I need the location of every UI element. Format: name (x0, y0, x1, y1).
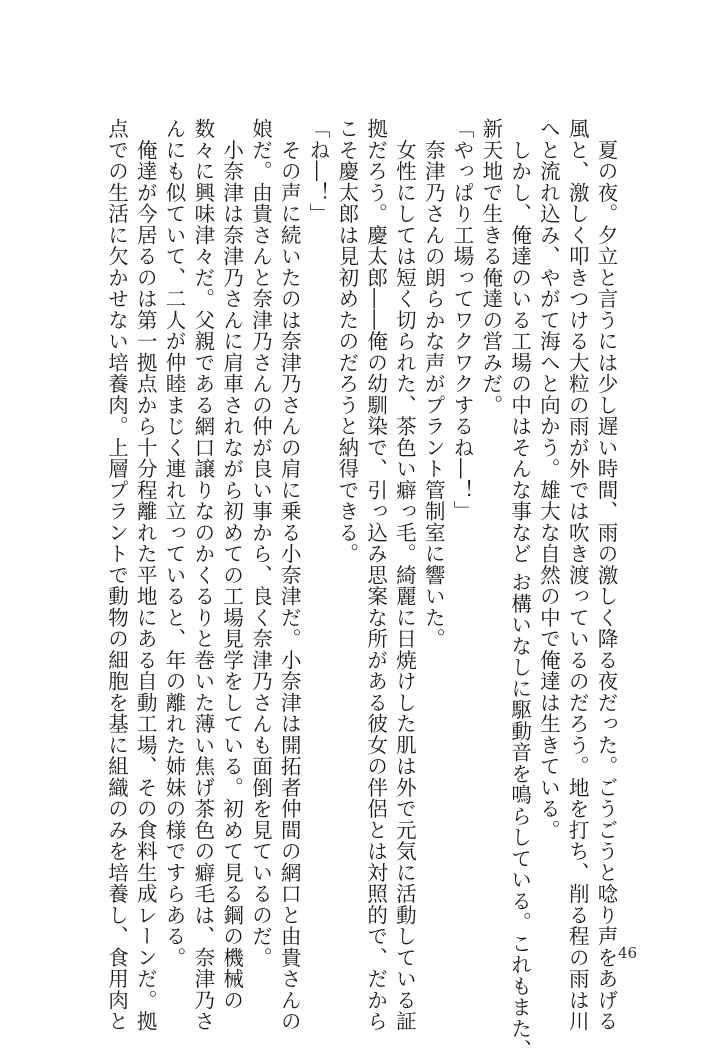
text-line: その声に続いたのは奈津乃さんの肩に乗る小奈津だ。小奈津は開拓者仲間の網口と由貴さんの (277, 118, 302, 1032)
text-line: 小奈津は奈津乃さんに肩車されながら初めての工場見学をしている。初めて見る鋼の機械の (219, 118, 244, 1011)
text-line: 数々に興味津々だ。父親である網口譲りなのかくるりと巻いた薄い焦げ茶色の癖毛は、奈津乃さ (190, 118, 215, 1032)
text-line: こそ慶太郎は見初めたのだろうと納得できる。 (334, 118, 359, 565)
text-line: 娘だ。由貴さんと奈津乃さんの仲が良い事から、良く奈津乃さんも面倒を見ているのだ。 (248, 118, 273, 968)
text-line: 女性にしては短く切られた、茶色い癖っ毛。綺麗に日焼けした肌は外で元気に活動している証 (392, 118, 417, 1032)
text-line: 点での生活に欠かせない培養肉。上層プラントで動物の細胞を基に組織のみを培養し、食用肉と (104, 118, 129, 1032)
page-number: 46 (618, 944, 638, 962)
text-line: 風と、激しく叩きつける大粒の雨が外では吹き渡っているのだろう。地を打ち、削る程の雨は川 (565, 118, 590, 1032)
text-line: 「やっぱり工場ってワクワクするね―！」 (450, 118, 475, 522)
text-line: 拠だろう。慶太郎――俺の幼馴染で、引っ込み思案な所がある彼女の伴侶とは対照的で、だから (363, 118, 388, 1032)
text-line: へと流れ込み、やがて海へと向かう。雄大な自然の中で俺達は生きている。 (536, 118, 561, 841)
text-line: 「ね―！」 (306, 118, 331, 225)
text-line: 俺達が今居るのは第一拠点から十分程離れた平地にある自動工場、その食料生成レーンだ。拠 (133, 118, 158, 1032)
text-line: 新天地で生きる俺達の営みだ。 (478, 118, 503, 416)
body-text (102, 118, 620, 1060)
text-line: 夏の夜。夕立と言うには少し遅い時間、雨の激しく降る夜だった。ごうごうと唸り声をあげる (594, 118, 618, 1032)
text-line: んにも似ていて、二人が仲睦まじく連れ立っていると、年の離れた姉妹の様ですらある。 (162, 118, 187, 968)
text-line: 奈津乃さんの朗らかな声がプラント管制室に響いた。 (421, 118, 446, 650)
text-line: しかし、俺達のいる工場の中はそんな事など お構いなしに駆動音を鳴らしている。これもまた、 (507, 118, 532, 1060)
